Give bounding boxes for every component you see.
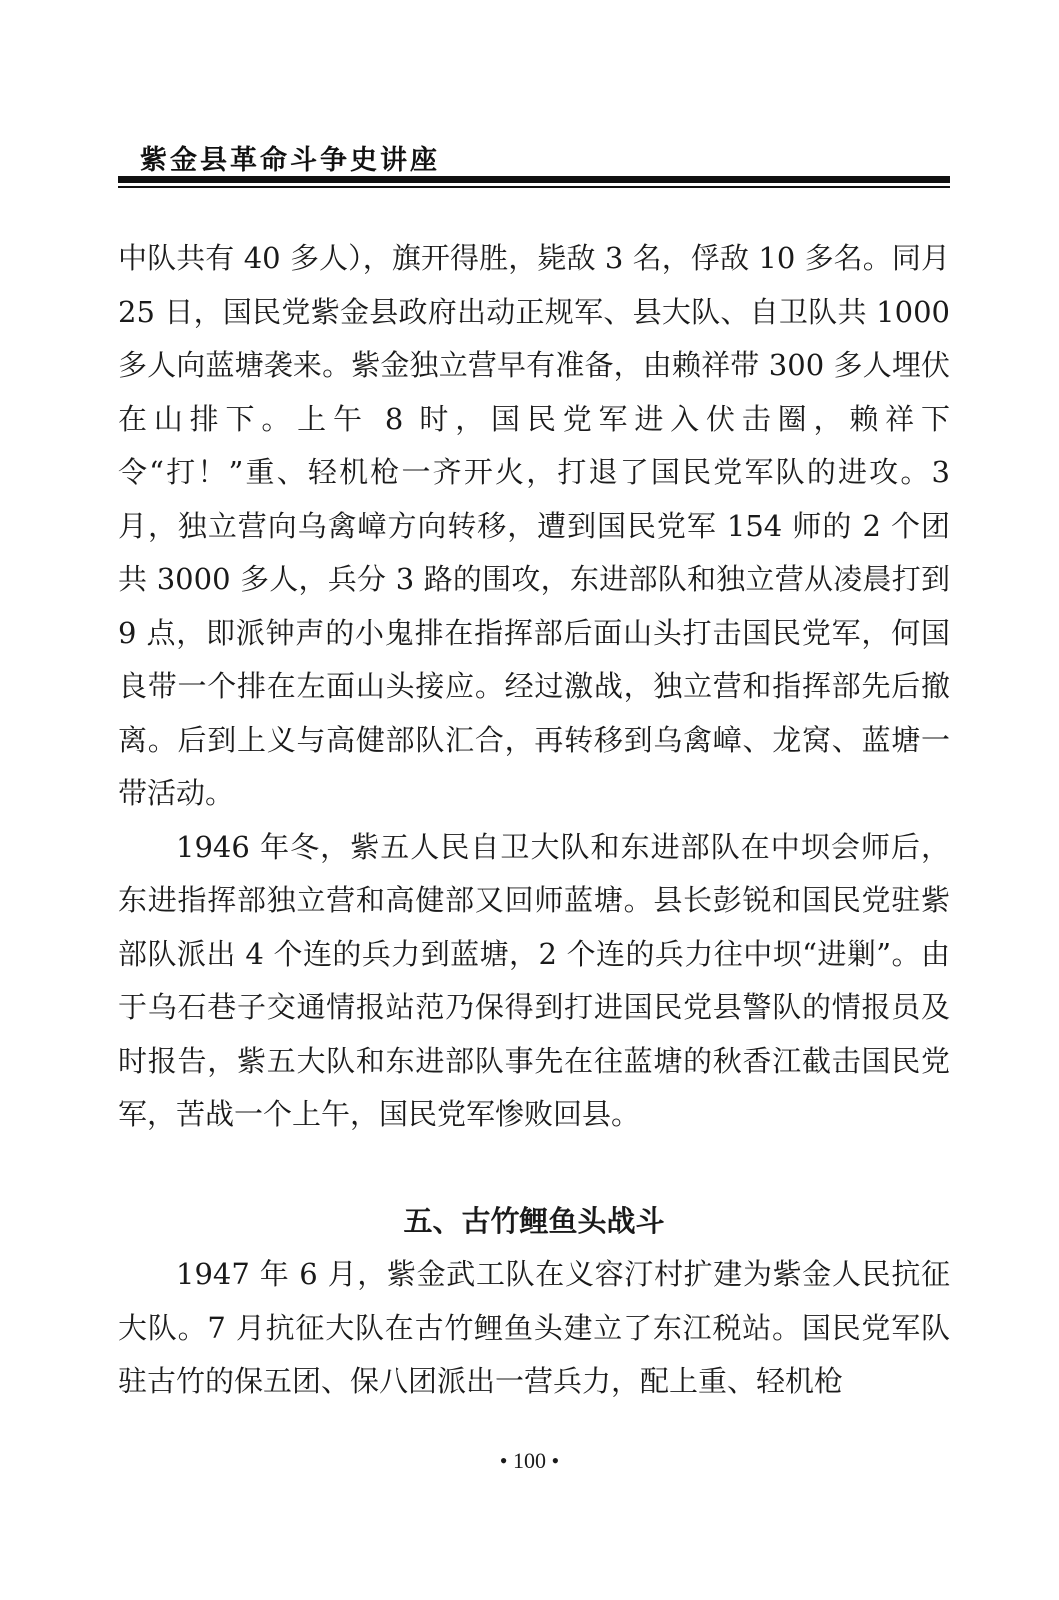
header-rule-thin xyxy=(118,186,950,188)
body-text xyxy=(118,232,950,1409)
section-title: 五、古竹鲤鱼头战斗 xyxy=(403,1203,665,1238)
page-number: • 100 • xyxy=(499,1448,560,1473)
paragraph-continued: 中队共有 40 多人），旗开得胜，毙敌 3 名，俘敌 10 多名。同月 25 日，国民党紫金县政府出动正规军、县大队、自卫队共 1000 多人向蓝塘袭来。紫金独立营早有准备，由赖祥带 300 多人埋伏在山排下。上午 8 时，国民党军进入伏击圈，赖祥下令“打！”重、轻机枪一齐开火，打退了国民党军队的进攻。3 月，独立营向乌禽嶂方向转移，遭到国民党军 154 师的 2 个团共 3000 多人，兵分 3 路的围攻，东进部队和独立营从凌晨打到 9 点，即派钟声的小鬼排在指挥部后面山头打击国民党军，何国良带一个排在左面山头接应。经过激战，独立营和指挥部先后撤离。后到上义与高健部队汇合，再转移到乌禽嶂、龙窝、蓝塘一带活动。 xyxy=(118,241,950,810)
header-rule-thick xyxy=(118,176,950,183)
section-paragraph: 1947 年 6 月，紫金武工队在义容汀村扩建为紫金人民抗征大队。7 月抗征大队在古竹鲤鱼头建立了东江税站。国民党军队驻古竹的保五团、保八团派出一营兵力，配上重、轻机枪 xyxy=(118,1257,950,1398)
paragraph-1946-winter: 1946 年冬，紫五人民自卫大队和东进部队在中坝会师后，东进指挥部独立营和高健部又回师蓝塘。县长彭锐和国民党驻紫部队派出 4 个连的兵力到蓝塘，2 个连的兵力往中坝“进剿”。由于乌石巷子交通情报站范乃保得到打进国民党县警队的情报员及时报告，紫五大队和东进部队事先在往蓝塘的秋香江截击国民党军，苦战一个上午，国民党军惨败回县。 xyxy=(118,829,950,1131)
running-header: 紫金县革命斗争史讲座 xyxy=(140,145,440,176)
